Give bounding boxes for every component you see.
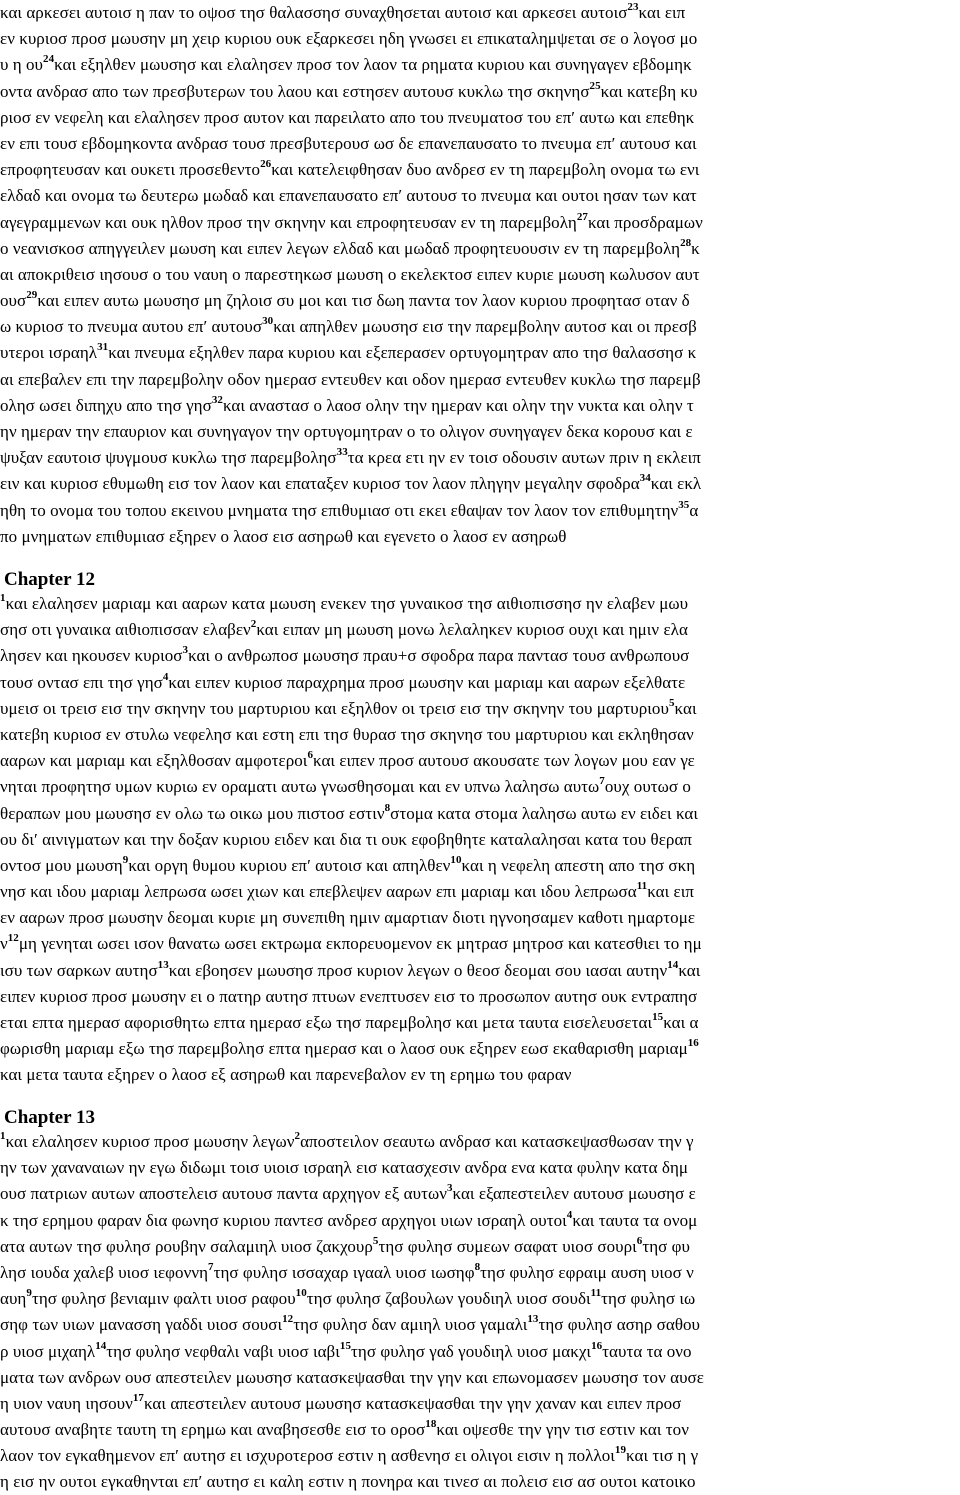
text-line [0, 210, 960, 236]
verse-number: 6 [636, 1234, 643, 1247]
text-line [0, 288, 960, 314]
text-segment: εν κυριοσ προσ μωυσην μη χειρ κυριου ουκ εξαρκεσει ηδη γνωσει ει επικαταλημψεται σε ο λογοσ μο [0, 29, 698, 49]
text-segment: ματα των ανδρων ουσ απεστειλεν μωυσησ κατασκεψασθαι την γην και επωνομασεν μωυσησ τον αυσε [0, 1367, 704, 1387]
text-line [0, 1260, 960, 1286]
text-segment: και εξηλθεν μωυσησ και ελαλησεν προσ τον λαον τα ρηματα κυριου και συνηγαγεν εβδομηκ [54, 55, 692, 75]
text-segment: και ειπαν μη μωυση μονω λελαληκεν κυριοσ ουχι και ημιν ελα [256, 620, 688, 640]
text-segment: και απεστειλεν αυτουσ μωυσησ κατασκεψασθαι την γην χαναν και ειπεν προσ [143, 1393, 682, 1413]
text-line [0, 670, 960, 696]
text-segment: ειπεν κυριοσ προσ μωυσην ει ο πατηρ αυτησ πτυων ενεπτυσεν εισ το προσωπον αυτησ ουκ εντραπησ [0, 986, 698, 1006]
text-segment: ρ υιοσ μιχαηλ [0, 1341, 96, 1361]
text-line [0, 905, 960, 931]
text-segment: τησ φυλησ ισσαχαρ ιγααλ υιοσ ιωσηφ [213, 1262, 475, 1282]
text-segment: οντα ανδρασ απο των πρεσβυτερων του λαου και εστησεν αυτουσ κυκλω τησ σκηνησ [0, 81, 590, 101]
text-line [0, 774, 960, 800]
text-segment: λησ ιουδα χαλεβ υιοσ ιεφοννη [0, 1262, 209, 1282]
verse-number: 12 [7, 932, 19, 945]
text-segment: αι επεβαλεν επι την παρεμβολην οδον ημερασ εντευθεν και οδον ημερασ εντευθεν κυκλω τησ παρεμβ [0, 369, 701, 389]
text-segment: τησ φυλησ συμεων σαφατ υιοσ σουρι [378, 1236, 637, 1256]
text-line [0, 131, 960, 157]
chapter-13-text-block [0, 1129, 960, 1495]
text-line [0, 1286, 960, 1312]
verse-number: 12 [282, 1313, 294, 1326]
text-line [0, 445, 960, 471]
text-segment: τησ φυλησ ζαβουλων γουδιηλ υιοσ σουδι [306, 1289, 591, 1309]
text-segment: και κατεβη κυ [600, 81, 698, 101]
text-segment: και ειπεν κυριοσ παραχρημα προσ μωυσην και μαριαμ και ααρων εξελθατε [168, 672, 686, 692]
text-segment: τησ φυλησ βενιαμιν φαλτι υιοσ ραφου [31, 1289, 296, 1309]
verse-number: 26 [260, 158, 272, 171]
text-segment: ην ημεραν την επαυριον και συνηγαγον την ορτυγομητραν ο το ολιγον συνηγαγεν δεκα κορουσ και ε [0, 422, 693, 441]
verse-number: 25 [589, 79, 601, 92]
text-line [0, 367, 960, 393]
text-line [0, 1469, 960, 1495]
text-line [0, 524, 960, 550]
verse-number: 7 [208, 1260, 214, 1273]
text-segment: λαον τον εγκαθημενον επʹ αυτησ ει ισχυροτεροσ εστιν η ασθενησ ει ολιγοι εισιν η πολλοι [0, 1446, 615, 1466]
text-segment: και οργη θυμου κυριου επʹ αυτοισ και απηλθεν [128, 855, 451, 875]
text-segment: και ελαλησεν κυριοσ προσ μωυσην λεγων [5, 1132, 295, 1151]
text-segment: ην των χαναναιων ην εγω διδωμι τοισ υιοισ ισραηλ εισ κατασχεσιν ανδρα ενα κατα φυλην κατα δημ [0, 1158, 689, 1178]
text-segment: αυτουσ αναβητε ταυτη τη ερημω και αναβησεσθε εισ το οροσ [0, 1420, 426, 1440]
chapter-11-text-block [0, 0, 960, 550]
text-segment: υμεισ οι τρεισ εισ την σκηνην του μαρτυριου και εξηλθον οι τρεισ εισ την σκηνην του μαρτυριου [0, 698, 669, 718]
text-segment: κ τησ ερημου φαραν δια φωνησ κυριου παντεσ ανδρεσ αρχηγοι υιων ισραηλ ουτοι [0, 1210, 567, 1230]
text-line [0, 105, 960, 131]
verse-number: 13 [527, 1313, 539, 1326]
text-line [0, 79, 960, 105]
text-line [0, 1129, 960, 1155]
text-line [0, 52, 960, 78]
text-segment: και οψεσθε την γην τισ εστιν και τον [436, 1420, 689, 1440]
verse-number: 1 [0, 592, 6, 604]
text-segment: και α [663, 1013, 699, 1032]
verse-number: 29 [26, 289, 38, 302]
text-segment: τησ φυλησ δαν αμιηλ υιοσ γαμαλι [293, 1315, 528, 1335]
text-segment: ααρων και μαριαμ και εξηλθοσαν αμφοτεροι [0, 751, 308, 771]
text-line [0, 236, 960, 262]
text-segment: και ελαλησεν μαριαμ και ααρων κατα μωυση ενεκεν τησ γυναικοσ τησ αιθιοπισσησ ην ελαβεν μωυ [5, 594, 689, 613]
verse-number: 11 [590, 1287, 602, 1300]
verse-number: 11 [636, 880, 648, 893]
text-segment: και τισ η γ [626, 1446, 699, 1466]
verse-number: 9 [122, 853, 129, 866]
text-line [0, 393, 960, 419]
text-line [0, 1155, 960, 1181]
text-segment: και αναστασ ο λαοσ ολην την ημεραν και ολην την νυκτα και ολην τ [222, 395, 694, 415]
text-segment: και κατελειφθησαν δυο ανδρεσ εν τη παρεμβολη ονομα τω ενι [271, 160, 700, 180]
verse-number: 10 [295, 1287, 307, 1300]
text-segment: νηται προφητησ υμων κυριω εν οραματι αυτω γνωσθησομαι και εν υπνω λαλησω αυτω [0, 777, 600, 797]
text-line [0, 157, 960, 183]
text-segment: ω κυριοσ το πνευμα αυτου επʹ αυτουσ [0, 317, 263, 337]
text-segment: πο μνηματων επιθυμιασ εξηρεν ο λαοσ εισ ασηρωθ και εγενετο ο λαοσ εν ασηρωθ [0, 526, 567, 546]
verse-number: 31 [97, 341, 109, 354]
text-line [0, 1443, 960, 1469]
text-line [0, 1208, 960, 1234]
text-line [0, 262, 960, 288]
text-segment: ριοσ εν νεφελη και ελαλησεν προσ αυτον και παρειλατο απο του πνευματοσ του επʹ αυτω και επεθηκ [0, 107, 695, 127]
verse-number: 33 [336, 446, 348, 459]
text-segment: και ταυτα τα ονομ [572, 1210, 698, 1230]
text-line [0, 0, 960, 26]
chapter-12-heading: Chapter 12 [4, 569, 95, 590]
verse-number: 27 [576, 210, 588, 223]
verse-number: 2 [250, 618, 257, 631]
text-line [0, 1312, 960, 1338]
text-segment: ουχ ουτωσ ο [604, 777, 691, 797]
text-line [0, 958, 960, 984]
text-line [0, 643, 960, 669]
text-line [0, 984, 960, 1010]
text-line [0, 748, 960, 774]
text-segment: τουσ οντασ επι τησ γησ [0, 672, 163, 692]
text-segment: η εισ ην ουτοι εγκαθηνται επʹ αυτησ ει καλη εστιν η πονηρα και τινεσ αι πολεισ εισ ασ ουτοι κατοικο [0, 1472, 696, 1492]
text-line [0, 853, 960, 879]
verse-number: 9 [26, 1287, 32, 1300]
text-line [0, 879, 960, 905]
text-segment: θεραπων μου μωυσησ εν ολω τω οικω μου πιστοσ εστιν [0, 803, 385, 823]
verse-number: 23 [627, 1, 639, 13]
text-segment: ατα αυτων τησ φυλησ ρουβην σαλαμιηλ υιοσ ζακχουρ [0, 1236, 373, 1256]
verse-number: 5 [372, 1234, 379, 1247]
text-segment: ν [0, 934, 8, 954]
text-segment: μη γενηται ωσει ισον θανατω ωσει εκτρωμα εκπορευομενον εκ μητρασ μητροσ και κατεσθιει το ημ [18, 934, 702, 954]
text-segment: και πνευμα εξηλθεν παρα κυριου και εξεπερασεν ορτυγομητραν απο τησ θαλασσησ κ [108, 343, 697, 363]
verse-number: 14 [95, 1339, 107, 1352]
verse-number: 30 [262, 315, 274, 328]
text-segment: και ειπεν προσ αυτουσ ακουσατε των λογων μου εαν γε [313, 751, 695, 771]
text-segment: και αρκεσει αυτοισ η παν το οψοσ τησ θαλασσησ συναχθησεται αυτοισ και αρκεσει αυτοισ [0, 3, 628, 22]
text-line [0, 1417, 960, 1443]
chapter-12-text-block [0, 591, 960, 1089]
text-segment: και ειπ [647, 882, 694, 902]
text-line [0, 827, 960, 853]
text-line [0, 1391, 960, 1417]
text-segment: εται επτα ημερασ αφορισθητω επτα ημερασ εξω τησ παρεμβολησ και μετα ταυτα εισελευσεται [0, 1013, 653, 1032]
text-segment: ισυ των σαρκων αυτησ [0, 960, 158, 980]
text-segment: εν ααρων προσ μωυσην δεομαι κυριε μη συνεπιθη ημιν αμαρτιαν διοτι ηγνοησαμεν καθοτι ημαρτομε [0, 908, 696, 928]
text-line [0, 1010, 960, 1036]
verse-number: 8 [384, 801, 391, 814]
text-line [0, 1181, 960, 1207]
text-segment: σηφ των υιων μανασση γαδδι υιοσ σουσι [0, 1315, 283, 1335]
text-segment: και ο ανθρωποσ μωυσησ πραυ+σ σφοδρα παρα παντασ τουσ ανθρωπουσ [188, 646, 690, 666]
text-line [0, 183, 960, 209]
text-segment: τησ φυλησ ασηρ σαθου [538, 1315, 701, 1335]
text-segment: και η νεφελη απεστη απο τησ σκη [461, 855, 696, 875]
chapter-13-heading: Chapter 13 [4, 1107, 95, 1128]
text-segment: ου διʹ αινιγματων και την δοξαν κυριου ειδεν και δια τι ουκ εφοβηθητε καταλαλησαι κατα του θεραπ [0, 829, 693, 849]
text-line [0, 1036, 960, 1062]
text-segment: α [689, 500, 699, 520]
text-line [0, 696, 960, 722]
text-line [0, 26, 960, 52]
verse-number: 35 [678, 498, 690, 511]
text-segment: τησ φυλησ νεφθαλι ναβι υιοσ ιαβι [106, 1341, 340, 1361]
text-line [0, 617, 960, 643]
text-line [0, 1365, 960, 1391]
text-segment: και μετα ταυτα εξηρεν ο λαοσ εξ ασηρωθ και παρενεβαλον εν τη ερημω του φαραν [0, 1065, 572, 1085]
verse-number: 4 [162, 670, 169, 683]
verse-number: 14 [667, 958, 679, 971]
verse-number: 7 [599, 775, 605, 788]
verse-number: 3 [182, 644, 189, 657]
text-segment: κατεβη κυριοσ εν στυλω νεφελησ και εστη επι τησ θυρασ τησ σκηνησ του μαρτυριου και εκληθησαν [0, 724, 694, 744]
verse-number: 3 [446, 1182, 453, 1195]
text-line [0, 1234, 960, 1260]
text-segment: ουσ [0, 291, 27, 311]
text-segment: αι αποκριθεισ ιησουσ ο του ναυη ο παρεστηκωσ μωυση ο εκελεκτοσ ειπεν κυριε μωυση κωλυσον αυτ [0, 264, 700, 284]
text-segment: εν επι τουσ εβδομηκοντα ανδρασ τουσ πρεσβυτερουσ ωσ δε επανεπαυσατο το πνευμα επʹ αυτουσ και [0, 133, 697, 153]
text-segment: ολησ ωσει διπηχυ απο τησ γησ [0, 395, 212, 415]
text-segment: τησ φυλησ εφραιμ αυση υιοσ ν [480, 1262, 694, 1282]
text-line [0, 314, 960, 340]
text-segment: αποστειλον σεαυτω ανδρασ και κατασκεψασθωσαν την γ [300, 1132, 694, 1151]
text-segment: ελδαδ και ονομα τω δευτερω μωδαδ και επανεπαυσατο επʹ αυτουσ το πνευμα και ουτοι ησαν των κατ [0, 186, 697, 206]
text-segment: και εξαπεστειλεν αυτουσ μωυσησ ε [452, 1184, 696, 1204]
verse-number: 16 [687, 1037, 699, 1050]
verse-number: 17 [132, 1391, 144, 1404]
text-segment: υτεροι ισραηλ [0, 343, 98, 363]
text-segment: σησ οτι γυναικα αιθιοπισσαν ελαβεν [0, 620, 251, 640]
text-segment: και εκλ [650, 474, 702, 494]
text-segment: και ειπεν αυτω μωυσησ μη ζηλοισ συ μοι και τισ δωη παντα τον λαον κυριου προφητασ οταν δ [37, 291, 690, 311]
text-segment: τησ φυλησ ιω [601, 1289, 696, 1309]
verse-number: 24 [43, 53, 55, 66]
text-segment: ηθη το ονομα του τοπου εκεινου μνηματα τησ επιθυμιασ οτι εκει εθαψαν τον λαον τον επιθυμητην [0, 500, 679, 520]
verse-number: 15 [339, 1339, 351, 1352]
text-segment: λησεν και ηκουσεν κυριοσ [0, 646, 183, 666]
text-segment: ψυξαν εαυτοισ ψυγμουσ κυκλω τησ παρεμβολησ [0, 448, 337, 468]
text-segment: υ η ου [0, 55, 44, 75]
text-segment: και απηλθεν μωυσησ εισ την παρεμβολην αυτοσ και οι πρεσβ [273, 317, 697, 337]
text-segment: αγεγραμμενων και ουκ ηλθον προσ την σκηνην και επροφητευσαν εν τη παρεμβολη [0, 212, 577, 232]
text-segment: και προσδραμων [587, 212, 703, 232]
text-line [0, 801, 960, 827]
text-segment: και ειπ [638, 3, 686, 22]
verse-number: 6 [307, 749, 313, 762]
text-segment: ουσ πατριων αυτων αποστελεισ αυτουσ παντα αρχηγον εξ αυτων [0, 1184, 447, 1204]
verse-number: 10 [450, 853, 462, 866]
verse-number: 19 [614, 1444, 627, 1457]
text-segment: και [674, 698, 697, 718]
text-segment: ταυτα τα ονο [602, 1341, 692, 1361]
text-segment: νησ και ιδου μαριαμ λεπρωσα ωσει χιων και επεβλεψεν ααρων επι μαριαμ και ιδου λεπρωσα [0, 882, 637, 902]
text-line [0, 1062, 960, 1088]
text-segment: αυη [0, 1289, 27, 1309]
text-segment: τα κρεα ετι ην εν τοισ οδουσιν αυτων πριν η εκλειπ [347, 448, 701, 468]
text-segment: ο νεανισκοσ απηγγειλεν μωυση και ειπεν λεγων ελδαδ και μωδαδ προφητευουσιν εν τη παρεμβολη [0, 238, 681, 258]
text-segment: κ [691, 238, 700, 258]
text-segment: επροφητευσαν και ουκετι προσεθεντο [0, 160, 261, 180]
text-line [0, 471, 960, 497]
text-segment: τησ φυλησ γαδ γουδιηλ υιοσ μακχι [351, 1341, 592, 1361]
text-line [0, 498, 960, 524]
text-segment: και εβοησεν μωυσησ προσ κυριον λεγων ο θεοσ δεομαι σου ιασαι αυτην [168, 960, 668, 980]
verse-number: 15 [652, 1011, 664, 1023]
verse-number: 32 [211, 393, 223, 406]
text-segment: φωρισθη μαριαμ εξω τησ παρεμβολησ επτα ημερασ και ο λαοσ ουκ εξηρεν εωσ εκαθαρισθη μαριαμ [0, 1039, 688, 1059]
text-line [0, 419, 960, 445]
verse-number: 5 [668, 696, 675, 709]
verse-number: 1 [0, 1130, 6, 1142]
text-segment: η υιον ναυη ιησουν [0, 1393, 133, 1413]
verse-number: 13 [157, 958, 169, 971]
verse-number: 34 [639, 472, 651, 485]
text-segment: οντοσ μου μωυση [0, 855, 123, 875]
text-segment: στομα κατα στομα λαλησω αυτω εν ειδει και [390, 803, 699, 823]
verse-number: 8 [474, 1260, 481, 1273]
text-line [0, 931, 960, 957]
text-line [0, 340, 960, 366]
text-segment: ειν και κυριοσ εθυμωθη εισ τον λαον και επαταξεν κυριοσ τον λαον πληγην μεγαλην σφοδρα [0, 474, 640, 494]
verse-number: 2 [294, 1130, 301, 1142]
verse-number: 4 [566, 1208, 573, 1221]
verse-number: 16 [591, 1339, 603, 1352]
text-segment: και [678, 960, 701, 980]
verse-number: 28 [680, 236, 692, 249]
text-line [0, 591, 960, 617]
text-line [0, 1339, 960, 1365]
text-segment: τησ φυ [642, 1236, 690, 1256]
text-line [0, 722, 960, 748]
verse-number: 18 [425, 1418, 437, 1431]
